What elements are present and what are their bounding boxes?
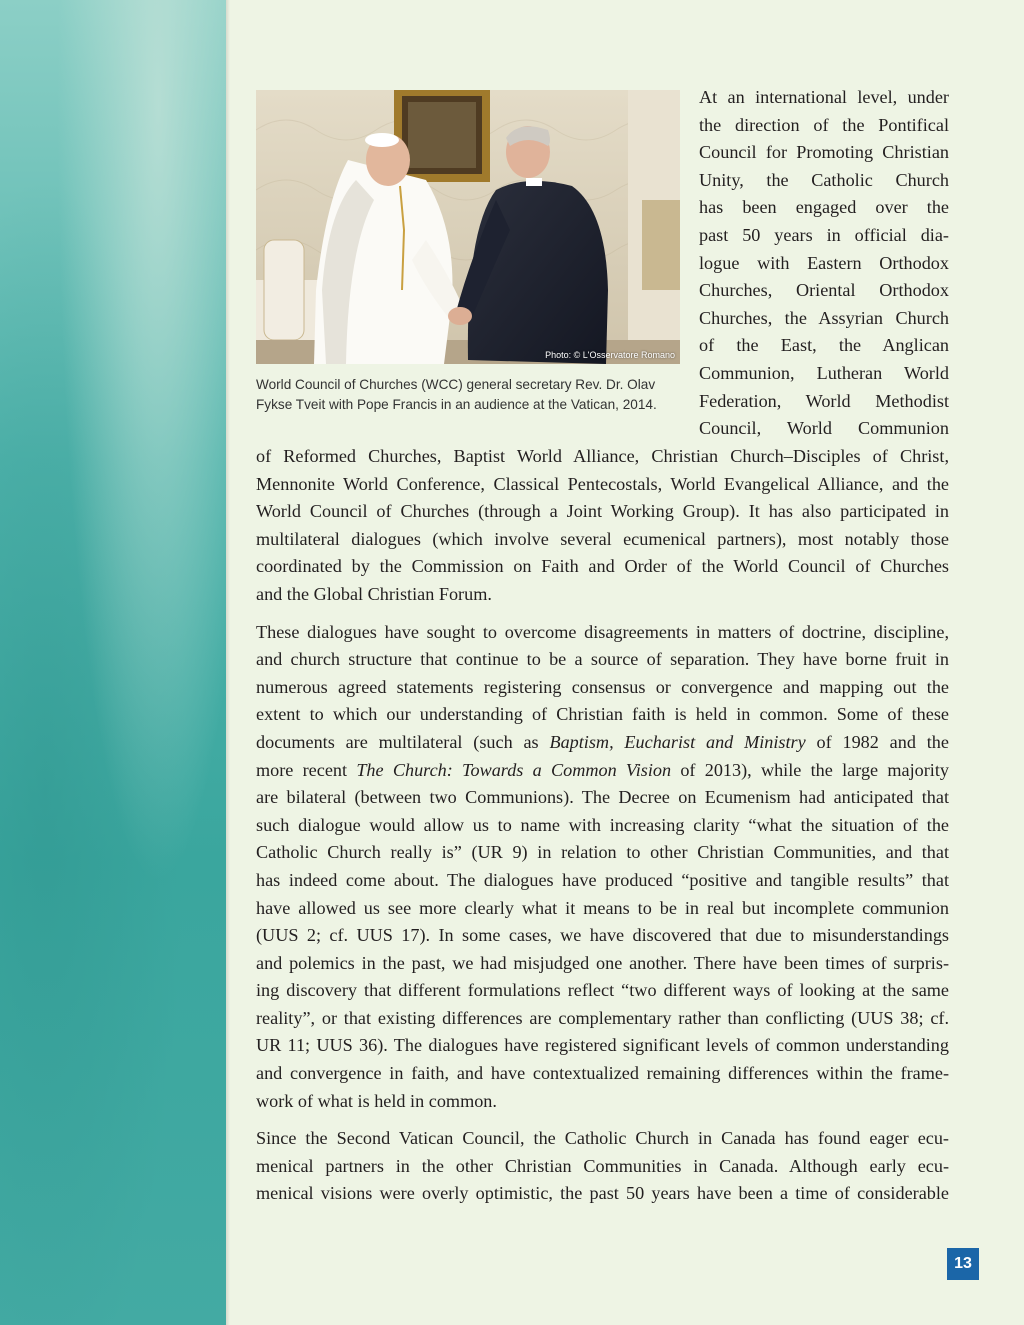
photo-illustration — [256, 90, 680, 364]
photo-caption — [256, 375, 682, 415]
text-line: extent to which our understanding of Christian faith is held in common. Some of these — [256, 704, 949, 725]
document-title-the-church: The Church: Towards a Common Vision — [356, 759, 672, 780]
text-line: have allowed us see more clearly what it means to be in real but incomplete communion — [256, 897, 949, 918]
text-line: and church structure that continue to be a source of separation. They have borne fruit in — [256, 649, 949, 670]
text-line: menical partners in the other Christian Communities in Canada. Although early ecu- — [256, 1155, 949, 1176]
document-title-bem: Baptism, Eucharist and Ministry — [549, 731, 806, 752]
text-line: (UUS 2; cf. UUS 17). In some cases, we have discovered that due to misunderstandings — [256, 925, 949, 946]
text-fragment: of 2013), while the large majority — [671, 759, 949, 780]
side-column-text — [699, 84, 949, 443]
text-line: has indeed come about. The dialogues have produced “positive and tangible results” that — [256, 869, 949, 890]
text-line: Council for Promoting Christian — [699, 142, 949, 163]
text-line: are bilateral (between two Communions). The Decree on Ecumenism had anticipated that — [256, 787, 949, 808]
text-line: These dialogues have sought to overcome disagreements in matters of doctrine, discipline, — [256, 621, 949, 642]
text-line: of the East, the Anglican — [699, 335, 949, 356]
text-line: and polemics in the past, we had misjudged one another. There have been times of surpris- — [256, 952, 949, 973]
photo-pope-francis-and-olav-fykse-tveit — [256, 90, 680, 364]
text-fragment: of 1982 and the — [805, 731, 949, 752]
text-line: logue with Eastern Orthodox — [699, 252, 949, 273]
text-line: past 50 years in official dia- — [699, 224, 949, 245]
paragraph-1 — [256, 443, 949, 609]
text-line: Communion, Lutheran World — [699, 362, 949, 383]
paragraph-3 — [256, 1125, 949, 1208]
text-line: At an international level, under — [699, 87, 949, 107]
paragraph-2 — [256, 619, 949, 1116]
caption-line: Fykse Tveit with Pope Francis in an audience at the Vatican, 2014. — [256, 397, 657, 412]
text-line: Federation, World Methodist — [699, 390, 949, 411]
text-fragment: documents are multilateral (such as — [256, 731, 550, 752]
sidebar-shadow — [226, 0, 230, 1325]
text-line: numerous agreed statements registering consensus or convergence and mapping out the — [256, 676, 949, 697]
text-line: Council, World Communion — [699, 418, 949, 439]
decorative-teal-sidebar — [0, 0, 226, 1325]
text-line: such dialogue would allow us to name with increasing clarity “what the situation of the — [256, 814, 949, 835]
text-line: Churches, the Assyrian Church — [699, 307, 949, 328]
text-line: Mennonite World Conference, Classical Pentecostals, World Evangelical Alliance, and the — [256, 473, 949, 494]
text-line: and the Global Christian Forum. — [256, 583, 492, 604]
text-line: menical visions were overly optimistic, the past 50 years have been a time of considerable — [256, 1183, 949, 1204]
text-line: multilateral dialogues (which involve several ecumenical partners), most notably those — [256, 528, 949, 549]
text-line: and convergence in faith, and have contextualized remaining differences within the frame- — [256, 1063, 949, 1084]
text-line: has been engaged over the — [699, 197, 949, 218]
text-line-with-title — [256, 757, 949, 785]
caption-line: World Council of Churches (WCC) general secretary Rev. Dr. Olav — [256, 377, 656, 392]
text-line: ing discovery that different formulations reflect “two different ways of looking at the same — [256, 980, 949, 1001]
text-line: Catholic Church really is” (UR 9) in relation to other Christian Communities, and that — [256, 842, 949, 863]
text-line-with-title — [256, 729, 949, 757]
text-line: Unity, the Catholic Church — [699, 169, 949, 190]
text-fragment: more recent — [256, 759, 357, 780]
text-line: the direction of the Pontifical — [699, 114, 949, 135]
text-line: of Reformed Churches, Baptist World Alliance, Christian Church–Disciples of Christ, — [256, 446, 949, 466]
page-number: 13 — [947, 1248, 979, 1280]
text-line: UR 11; UUS 36). The dialogues have registered significant levels of common understanding — [256, 1035, 949, 1056]
main-body-text — [256, 443, 949, 1208]
text-line: coordinated by the Commission on Faith and Order of the World Council of Churches — [256, 556, 949, 577]
text-line: Since the Second Vatican Council, the Catholic Church in Canada has found eager ecu- — [256, 1128, 949, 1149]
text-line: Churches, Oriental Orthodox — [699, 280, 949, 301]
text-line: World Council of Churches (through a Joint Working Group). It has also participated in — [256, 501, 949, 522]
photo-credit: Photo: © L'Osservatore Romano — [545, 350, 675, 360]
text-line: work of what is held in common. — [256, 1090, 497, 1111]
text-line: reality”, or that existing differences are complementary rather than conflicting (UUS 38; cf. — [256, 1007, 949, 1028]
